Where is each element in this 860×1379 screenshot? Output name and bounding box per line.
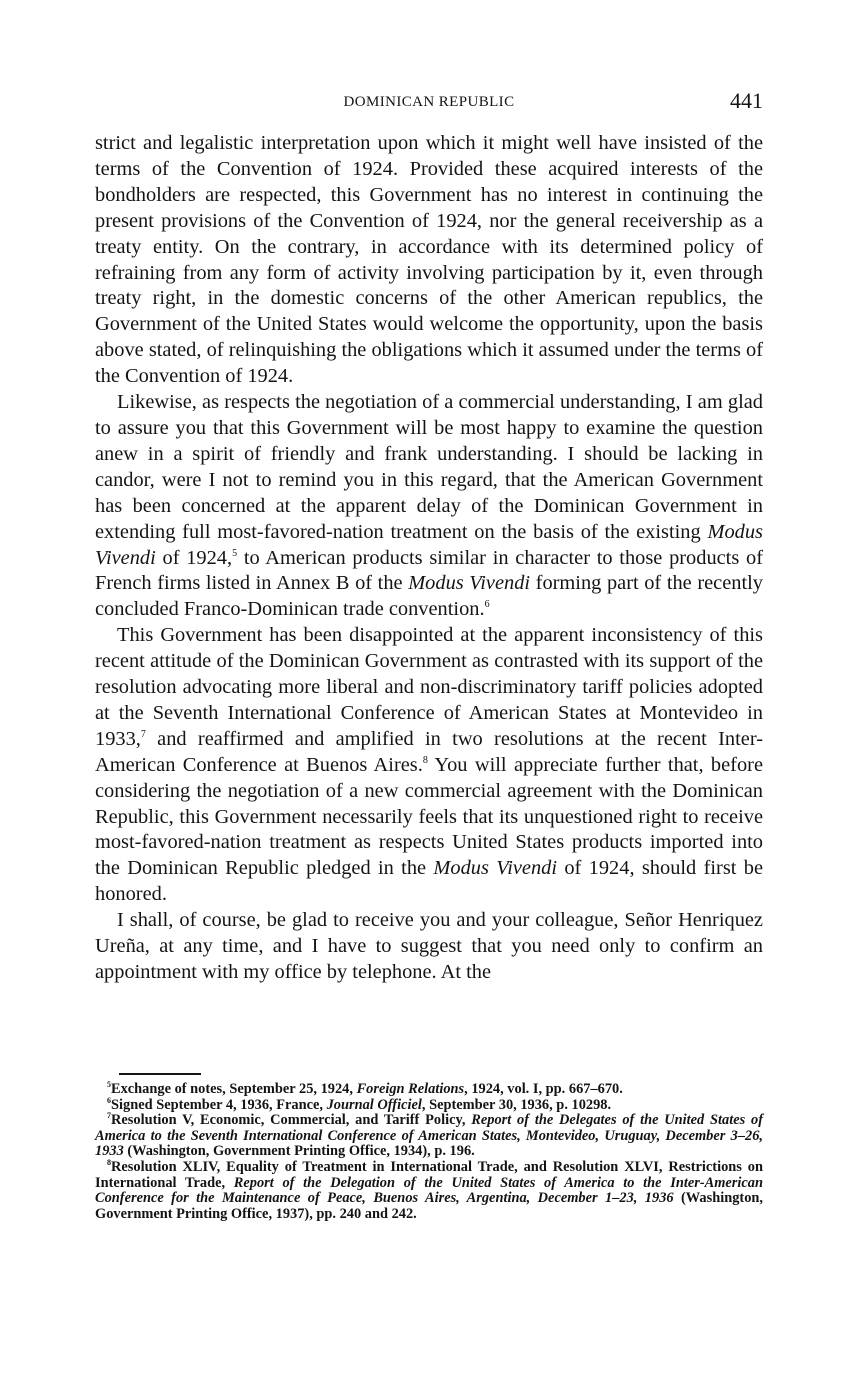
modus-vivendi-italic-1: Modus Vivendi: [95, 520, 763, 569]
paragraph-2-text-c: to American products similar in character to those products of French firms listed in Annex B of the: [95, 546, 763, 595]
paragraph-4: I shall, of course, be glad to receive you and your colleague, Señor Henriquez Ureña, at any time, and I have to suggest that you need only to confirm an appointment with my office by telephone. At the: [95, 909, 763, 983]
footnote-7: [95, 1113, 763, 1160]
footnote-6-text-a: Signed September 4, 1936, France,: [111, 1096, 327, 1113]
footnote-6-text-b: , September 30, 1936, p. 10298.: [421, 1096, 612, 1113]
paragraph-1: strict and legalistic interpretation upon which it might well have insisted of the terms of the Convention of 1924. Provided these acquired interests of the bondholders are respected, this Government has no interest in continuing the present provisions of the Convention of 1924, nor the general receivership as a treaty entity. On the contrary, in accordance with its determined policy of refraining from any form of activity involving participation by it, even through treaty right, in the domestic concerns of the other American republics, the Government of the United States would welcome the opportunity, upon the basis above stated, of relinquishing the obligations which it assumed under the terms of the Convention of 1924.: [95, 132, 763, 388]
footnote-7-text-a: Resolution V, Economic, Commercial, and Tariff Policy,: [111, 1112, 472, 1129]
paragraph-3-text-a: This Government has been disappointed at the apparent inconsistency of this recent attitude of the Dominican Government as contrasted with its support of the resolution advocating more liberal and non-discriminatory tariff policies adopted at the Seventh International Conference of American States at Montevideo in 1933,: [95, 624, 763, 750]
footnote-divider: [119, 1073, 201, 1075]
paragraph-3-text-c: You will appreciate further that, before considering the negotiation of a new commercial agreement with the Dominican Republic, this Government necessarily feels that its unquestioned right to receive most-favored-nation treatment as respects United States products imported into the Dominican Republic pledged in the: [95, 753, 764, 880]
page-number: 441: [730, 88, 763, 113]
body-text: [95, 131, 763, 986]
footnote-ref-5: 5: [232, 547, 238, 559]
footnote-5: [95, 1082, 763, 1098]
paragraph-3-text-b: and reaffirmed and amplified in two resolutions at the recent Inter-American Conference at Buenos Aires.: [95, 727, 763, 776]
footnotes: [95, 1082, 763, 1222]
footnote-7-italic: Report of the Delegates of the United States of America to the Seventh International Conference of American States, Montevideo, Uruguay, December 3–26, 1933: [95, 1112, 763, 1160]
footnote-7-number: 7: [107, 1111, 111, 1121]
page-header: [95, 88, 763, 116]
running-title: DOMINICAN REPUBLIC: [343, 94, 515, 110]
footnote-6-italic: Journal Officiel: [326, 1096, 422, 1113]
footnote-8-number: 8: [107, 1158, 111, 1168]
footnote-8-text-a: Resolution XLIV, Equality of Treatment in International Trade, and Resolution XLVI, Restrictions on International Trade,: [95, 1158, 763, 1191]
paragraph-2-text-b: of 1924,: [155, 546, 233, 569]
footnote-8-italic: Report of the Delegation of the United States of America to the Inter-American Conference for the Maintenance of Peace, Buenos Aires, Argentina, December 1–23, 1936: [95, 1174, 763, 1207]
footnote-ref-8: 8: [422, 754, 428, 766]
footnote-8-text-b: (Washington, Government Printing Office, 1937), pp. 240 and 242.: [95, 1190, 763, 1222]
footnote-6-number: 6: [107, 1095, 111, 1105]
paragraph-2-text-d: forming part of the recently concluded Franco-Dominican trade convention.: [95, 572, 763, 621]
paragraph-2-text-a: Likewise, as respects the negotiation of a commercial understanding, I am glad to assure you that this Government will be most happy to examine the question anew in a spirit of friendly and frank understanding. I should be lacking in candor, were I not to remind you in this regard, that the American Government has been concerned at the apparent delay of the Dominican Government in extending full most-favored-nation treatment on the basis of the existing: [95, 391, 763, 543]
footnote-6: [95, 1095, 763, 1114]
paragraph-3: [95, 623, 763, 908]
footnote-8: [95, 1160, 763, 1222]
footnote-ref-6: 6: [484, 599, 490, 611]
modus-vivendi-italic-3: Modus Vivendi: [433, 857, 558, 880]
footnote-5-text-b: , 1924, vol. I, pp. 667–670.: [464, 1081, 623, 1097]
footnote-ref-7: 7: [140, 729, 146, 741]
paragraph-2: [95, 390, 763, 623]
footnote-5-text-a: Exchange of notes, September 25, 1924,: [111, 1081, 357, 1097]
modus-vivendi-italic-2: Modus Vivendi: [408, 572, 531, 595]
footnote-5-number: 5: [107, 1080, 111, 1090]
document-page: [95, 0, 763, 1379]
paragraph-3-text-d: of 1924, should first be honored.: [95, 857, 764, 906]
footnote-5-italic: Foreign Relations: [356, 1081, 465, 1097]
footnote-7-text-b: (Washington, Government Printing Office, 1934), p. 196.: [123, 1143, 475, 1160]
